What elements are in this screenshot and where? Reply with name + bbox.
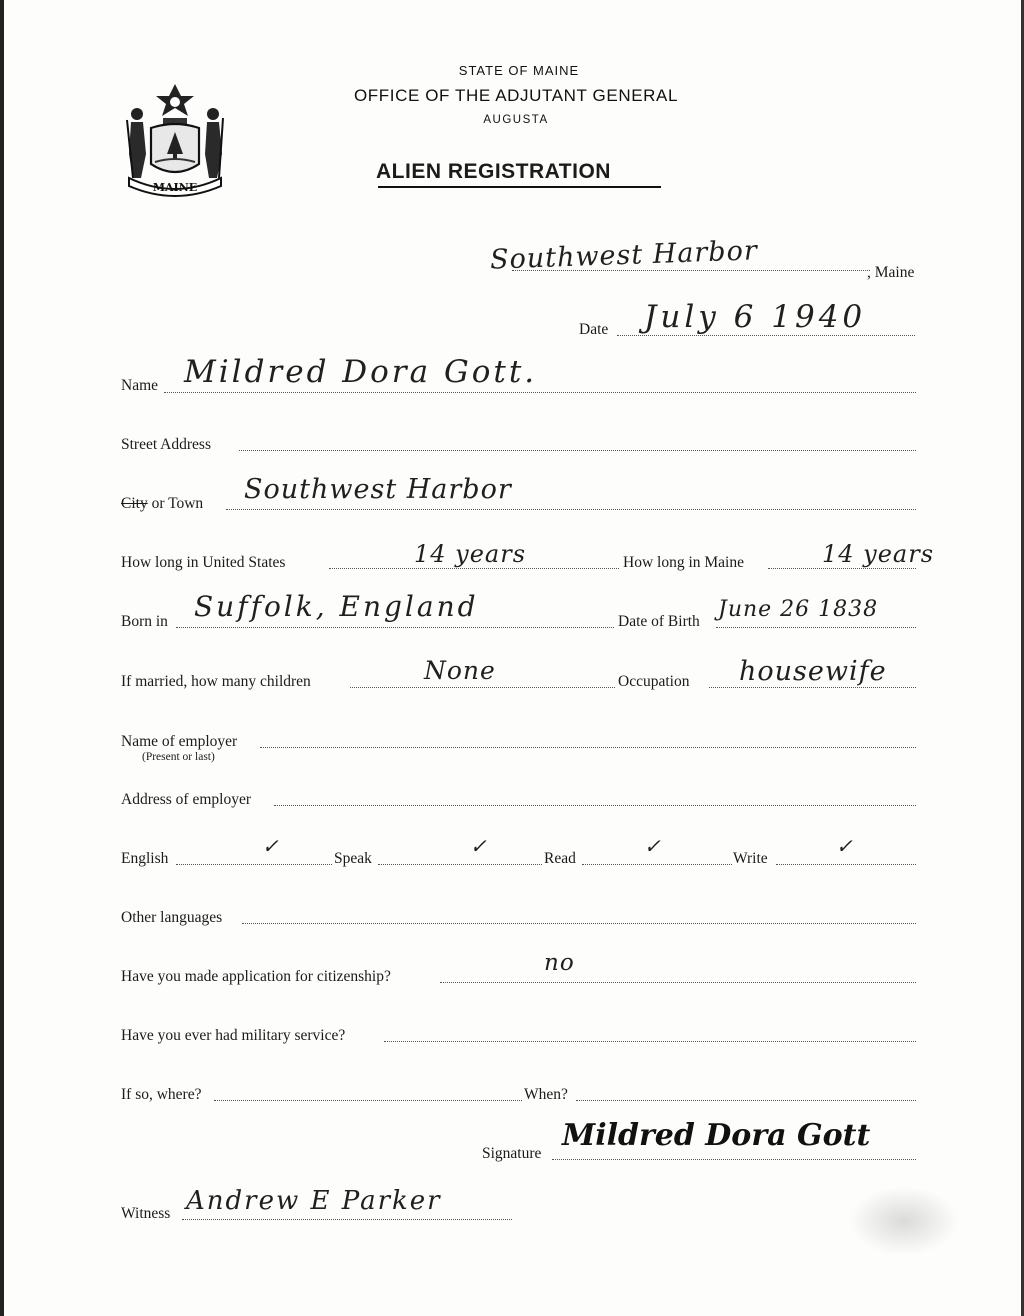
employer-name-line xyxy=(260,747,916,748)
occupation-value[interactable]: housewife xyxy=(739,656,887,687)
occupation-label: Occupation xyxy=(618,673,690,690)
date-line xyxy=(617,335,915,336)
where-line xyxy=(214,1100,522,1101)
occupation-line xyxy=(709,687,916,688)
english-label: English xyxy=(121,850,169,867)
military-label: Have you ever had military service? xyxy=(121,1027,346,1044)
witness-label: Witness xyxy=(121,1205,171,1222)
header-state: STATE OF MAINE xyxy=(458,63,580,78)
speak-line xyxy=(378,864,542,865)
when-line xyxy=(576,1100,916,1101)
date-of-birth-line xyxy=(716,627,916,628)
employer-address-line xyxy=(274,805,916,806)
how-long-maine-line xyxy=(768,568,916,569)
place-suffix: , Maine xyxy=(867,264,915,281)
how-long-us-line xyxy=(329,568,619,569)
title-underline xyxy=(378,186,661,188)
read-label: Read xyxy=(544,850,576,867)
street-address-label: Street Address xyxy=(121,436,211,453)
english-line xyxy=(176,864,332,865)
citizenship-value[interactable]: no xyxy=(544,950,575,976)
date-of-birth-label: Date of Birth xyxy=(618,613,700,630)
other-languages-label: Other languages xyxy=(121,909,223,926)
header-city: AUGUSTA xyxy=(483,114,549,126)
date-value[interactable]: July 6 1940 xyxy=(644,299,867,335)
date-of-birth-value[interactable]: June 26 1838 xyxy=(718,597,879,622)
city-or-town-label xyxy=(121,495,203,513)
children-value[interactable]: None xyxy=(424,656,496,685)
employer-name-sublabel: (Present or last) xyxy=(142,751,215,763)
how-long-us-label: How long in United States xyxy=(121,554,286,571)
paper-smudge xyxy=(849,1186,959,1256)
city-or-town-line xyxy=(226,509,916,510)
other-languages-line xyxy=(242,923,916,924)
name-value[interactable]: Mildred Dora Gott. xyxy=(184,354,538,390)
signature-line xyxy=(552,1159,916,1160)
when-label: When? xyxy=(524,1086,568,1103)
town-label: or Town xyxy=(151,495,204,512)
military-line xyxy=(384,1041,916,1042)
born-in-line xyxy=(176,627,614,628)
children-line xyxy=(350,687,615,688)
born-in-label: Born in xyxy=(121,613,168,630)
where-label: If so, where? xyxy=(121,1086,202,1103)
how-long-us-value[interactable]: 14 years xyxy=(414,540,527,568)
children-label: If married, how many children xyxy=(121,673,311,690)
citizenship-line xyxy=(440,982,916,983)
how-long-maine-value[interactable]: 14 years xyxy=(822,540,935,568)
seal-label: MAINE xyxy=(152,181,198,194)
witness-value[interactable]: Andrew E Parker xyxy=(186,1186,442,1216)
witness-line xyxy=(182,1219,512,1220)
date-label: Date xyxy=(579,321,609,338)
employer-name-label: Name of employer xyxy=(121,733,238,750)
speak-label: Speak xyxy=(334,850,372,867)
born-in-value[interactable]: Suffolk, England xyxy=(194,590,479,623)
write-mark[interactable]: ✓ xyxy=(836,834,854,858)
write-line xyxy=(776,864,916,865)
speak-mark[interactable]: ✓ xyxy=(470,834,488,858)
header-office: OFFICE OF THE ADJUTANT GENERAL xyxy=(353,86,679,105)
place-value[interactable]: Southwest Harbor xyxy=(489,235,759,276)
signature-value[interactable]: Mildred Dora Gott xyxy=(562,1118,871,1153)
name-label: Name xyxy=(121,377,159,394)
signature-label: Signature xyxy=(482,1145,542,1162)
name-line xyxy=(164,392,916,393)
form-title: ALIEN REGISTRATION xyxy=(376,160,611,183)
write-label: Write xyxy=(733,850,768,867)
employer-address-label: Address of employer xyxy=(121,791,251,808)
city-label-struck: City xyxy=(121,495,148,512)
how-long-maine-label: How long in Maine xyxy=(623,554,744,571)
city-or-town-value[interactable]: Southwest Harbor xyxy=(244,474,512,505)
read-line xyxy=(582,864,732,865)
citizenship-label: Have you made application for citizenship? xyxy=(121,968,391,985)
read-mark[interactable]: ✓ xyxy=(644,834,662,858)
english-mark[interactable]: ✓ xyxy=(262,834,280,858)
street-address-line xyxy=(239,450,916,451)
